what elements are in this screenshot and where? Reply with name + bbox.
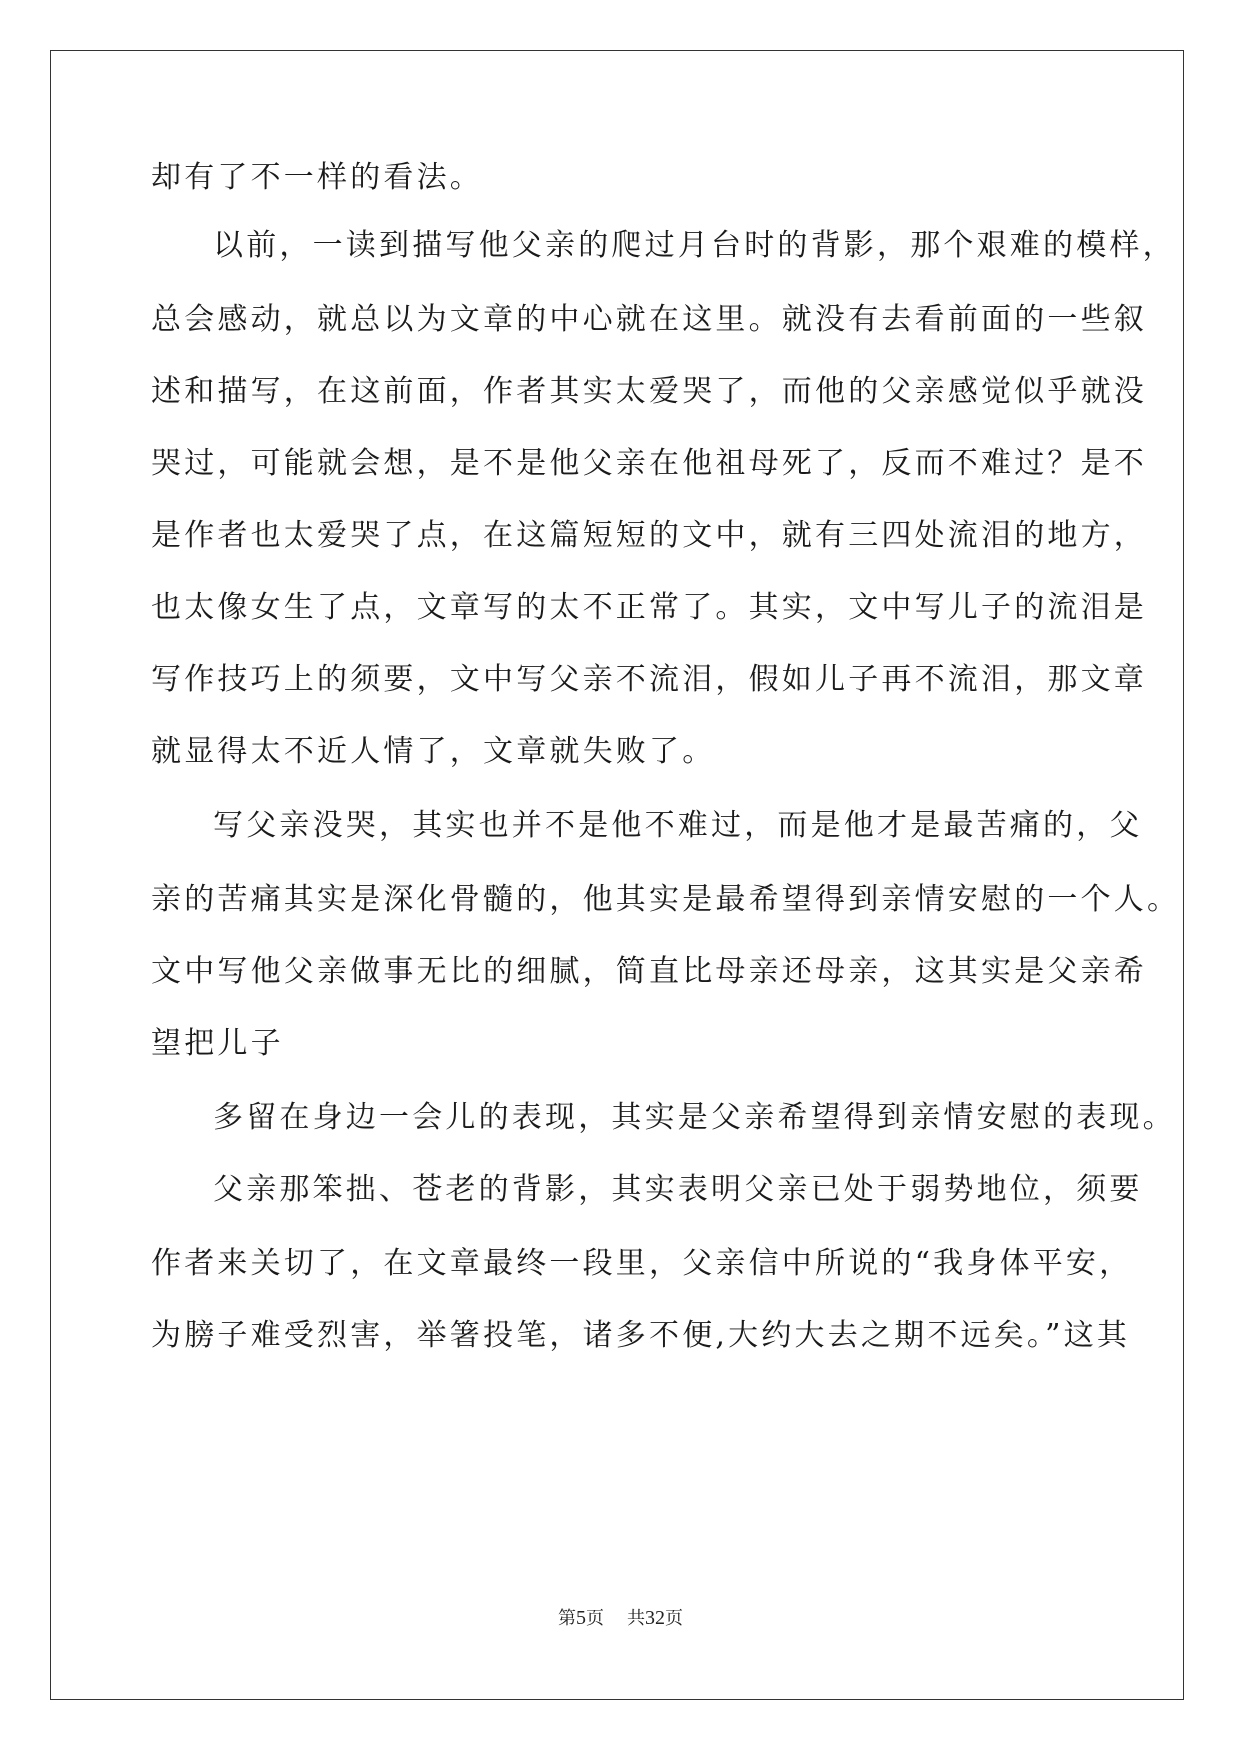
text-line-10: 写父亲没哭，其实也并不是他不难过，而是他才是最苦痛的，父 bbox=[213, 808, 1143, 843]
footer-page-suffix: 页 bbox=[586, 1608, 605, 1629]
text-line-13: 望把儿子 bbox=[151, 1026, 284, 1061]
footer-total-prefix: 共 bbox=[626, 1608, 645, 1629]
text-line-11: 亲的苦痛其实是深化骨髓的，他其实是最希望得到亲情安慰的一个人。 bbox=[151, 882, 1181, 917]
text-line-6: 是作者也太爱哭了点，在这篇短短的文中，就有三四处流泪的地方， bbox=[151, 518, 1147, 553]
text-line-14: 多留在身边一会儿的表现，其实是父亲希望得到亲情安慰的表现。 bbox=[213, 1100, 1176, 1135]
text-line-2: 以前，一读到描写他父亲的爬过月台时的背影，那个艰难的模样， bbox=[213, 228, 1176, 263]
footer-total-pages: 32 bbox=[644, 1607, 665, 1629]
text-line-12: 文中写他父亲做事无比的细腻，简直比母亲还母亲，这其实是父亲希 bbox=[151, 954, 1147, 989]
text-line-8: 写作技巧上的须要，文中写父亲不流泪，假如儿子再不流泪，那文章 bbox=[151, 662, 1147, 697]
text-line-17: 为膀子难受烈害，举箸投笔，诸多不便,大约大去之期不远矣。”这其 bbox=[151, 1318, 1131, 1353]
text-line-7: 也太像女生了点，文章写的太不正常了。其实，文中写儿子的流泪是 bbox=[151, 590, 1147, 625]
page-border bbox=[50, 50, 1184, 1700]
page-footer bbox=[0, 1604, 1241, 1630]
text-line-5: 哭过，可能就会想，是不是他父亲在他祖母死了，反而不难过？是不 bbox=[151, 446, 1147, 481]
footer-prefix: 第 bbox=[558, 1608, 577, 1629]
text-line-16: 作者来关切了，在文章最终一段里，父亲信中所说的“我身体平安， bbox=[151, 1246, 1133, 1281]
text-line-15: 父亲那笨拙、苍老的背影，其实表明父亲已处于弱势地位，须要 bbox=[213, 1172, 1143, 1207]
footer-page-number: 5 bbox=[576, 1607, 587, 1629]
text-line-1: 却有了不一样的看法。 bbox=[151, 160, 483, 195]
footer-total-suffix: 页 bbox=[664, 1608, 683, 1629]
text-line-9: 就显得太不近人情了，文章就失败了。 bbox=[151, 734, 716, 769]
text-line-4: 述和描写，在这前面，作者其实太爱哭了，而他的父亲感觉似乎就没 bbox=[151, 374, 1147, 409]
text-line-3: 总会感动，就总以为文章的中心就在这里。就没有去看前面的一些叙 bbox=[151, 302, 1147, 337]
